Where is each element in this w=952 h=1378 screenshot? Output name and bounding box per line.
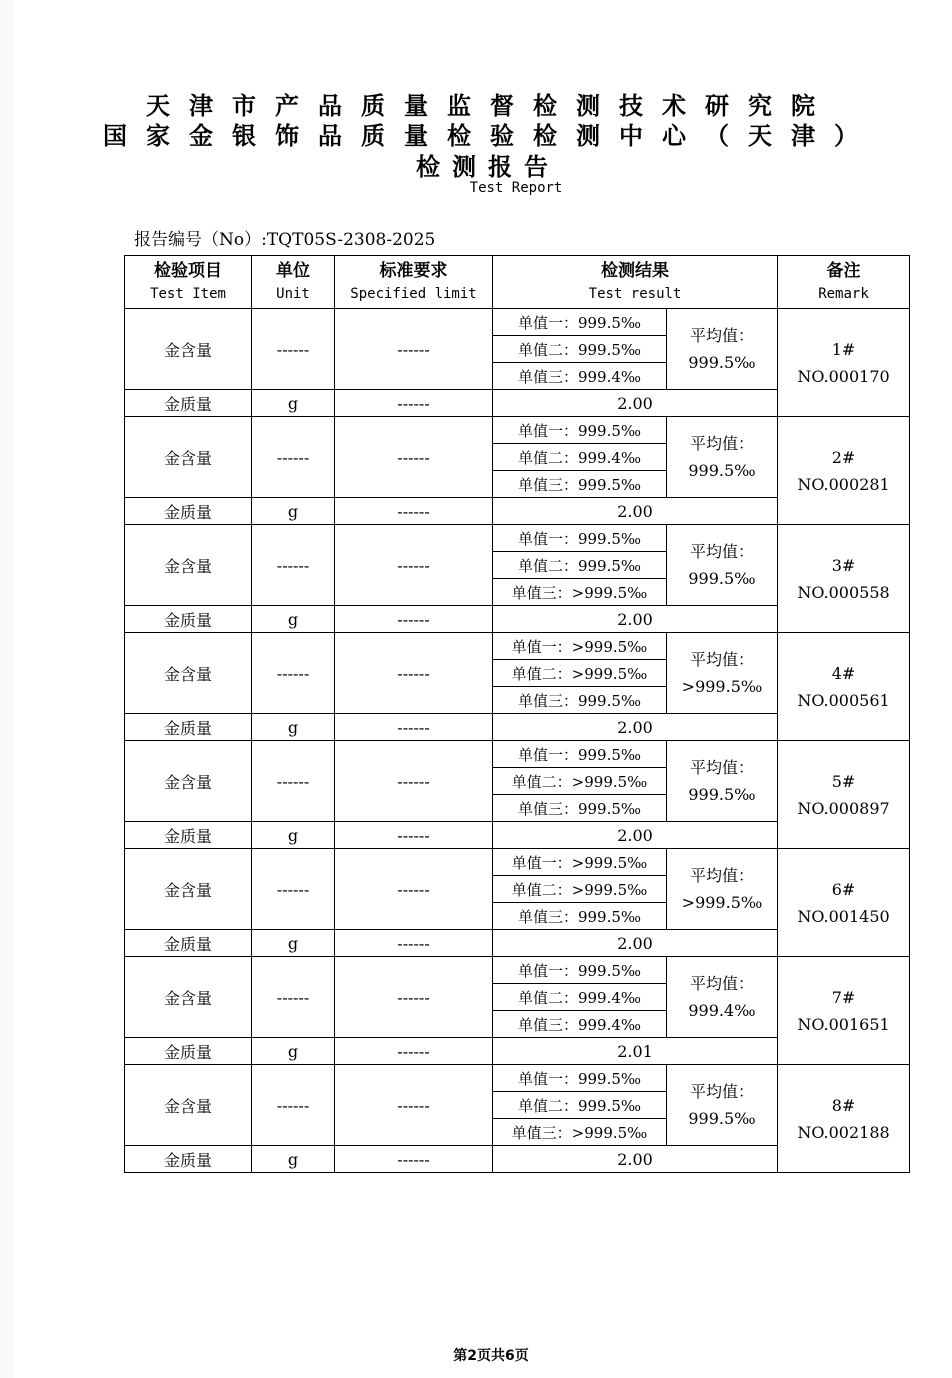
- table-row-gold-content: [125, 633, 910, 660]
- average-value: 999.5‰: [688, 569, 756, 588]
- average-label: 平均值：: [689, 974, 754, 993]
- cell-unit: ------: [252, 417, 335, 498]
- cell-mass-limit: ------: [335, 714, 493, 741]
- cell-mass-unit: g: [252, 822, 335, 849]
- cell-mass-value: 2.00: [493, 714, 778, 741]
- cell-mass-value: 2.00: [493, 498, 778, 525]
- table-row-gold-content: [125, 525, 910, 552]
- cell-mass-item: 金质量: [125, 1038, 252, 1065]
- cell-mass-value: 2.00: [493, 1146, 778, 1173]
- cell-average: [667, 849, 778, 930]
- cell-item: 金含量: [125, 633, 252, 714]
- table-header-row: [125, 256, 910, 309]
- cell-single-value-2: 单值二：999.4‰: [493, 444, 667, 471]
- cell-remark: [778, 417, 910, 525]
- cell-mass-unit: g: [252, 714, 335, 741]
- cell-mass-value: 2.00: [493, 390, 778, 417]
- results-table: [124, 255, 910, 1173]
- average-value: >999.5‰: [681, 893, 763, 912]
- header-remark: 备注 Remark: [778, 256, 910, 309]
- remark-id: NO.000281: [797, 474, 890, 494]
- cell-single-value-3: 单值三：999.5‰: [493, 471, 667, 498]
- remark-number: 3#: [831, 555, 856, 575]
- remark-number: 6#: [831, 879, 856, 899]
- average-value: 999.4‰: [688, 1001, 756, 1020]
- page-number: 第2页共6页: [453, 1348, 529, 1364]
- cell-mass-limit: ------: [335, 1038, 493, 1065]
- remark-id: NO.000170: [797, 366, 890, 386]
- center-name: 国家金银饰品质量检验检测中心（天津）: [103, 122, 877, 150]
- cell-limit: ------: [335, 849, 493, 930]
- cell-single-value-3: 单值三：999.4‰: [493, 1011, 667, 1038]
- cell-single-value-1: 单值一：999.5‰: [493, 741, 667, 768]
- table-row-gold-content: [125, 309, 910, 336]
- average-value: 999.5‰: [688, 1109, 756, 1128]
- cell-mass-limit: ------: [335, 498, 493, 525]
- remark-number: 8#: [831, 1095, 856, 1115]
- cell-single-value-1: 单值一：999.5‰: [493, 309, 667, 336]
- cell-mass-value: 2.00: [493, 606, 778, 633]
- average-value: 999.5‰: [688, 353, 756, 372]
- table-row-gold-content: [125, 849, 910, 876]
- cell-single-value-1: 单值一：999.5‰: [493, 525, 667, 552]
- remark-id: NO.002188: [797, 1122, 890, 1142]
- cell-average: [667, 633, 778, 714]
- cell-item: 金含量: [125, 525, 252, 606]
- cell-mass-item: 金质量: [125, 606, 252, 633]
- cell-limit: ------: [335, 525, 493, 606]
- cell-item: 金含量: [125, 417, 252, 498]
- remark-id: NO.001450: [797, 906, 890, 926]
- remark-number: 7#: [831, 987, 856, 1007]
- cell-single-value-3: 单值三：>999.5‰: [493, 579, 667, 606]
- remark-id: NO.001651: [797, 1014, 890, 1034]
- cell-remark: [778, 633, 910, 741]
- remark-id: NO.000897: [797, 798, 890, 818]
- cell-single-value-2: 单值二：>999.5‰: [493, 768, 667, 795]
- cell-mass-item: 金质量: [125, 390, 252, 417]
- cell-item: 金含量: [125, 741, 252, 822]
- average-label: 平均值：: [689, 650, 754, 669]
- cell-mass-limit: ------: [335, 930, 493, 957]
- remark-number: 2#: [831, 447, 856, 467]
- average-value: 999.5‰: [688, 785, 756, 804]
- report-number: 报告编号（No）:TQT05S-2308-2025: [134, 230, 436, 250]
- cell-average: [667, 417, 778, 498]
- cell-mass-limit: ------: [335, 390, 493, 417]
- cell-mass-unit: g: [252, 1146, 335, 1173]
- cell-single-value-3: 单值三：999.4‰: [493, 363, 667, 390]
- cell-remark: [778, 957, 910, 1065]
- institute-name: 天津市产品质量监督检测技术研究院: [146, 92, 834, 120]
- cell-mass-item: 金质量: [125, 1146, 252, 1173]
- table-row-gold-content: [125, 417, 910, 444]
- cell-item: 金含量: [125, 849, 252, 930]
- header-unit: 单位 Unit: [252, 256, 335, 309]
- cell-average: [667, 1065, 778, 1146]
- cell-unit: ------: [252, 849, 335, 930]
- cell-item: 金含量: [125, 309, 252, 390]
- cell-limit: ------: [335, 1065, 493, 1146]
- remark-number: 4#: [831, 663, 856, 683]
- table-row-gold-content: [125, 1065, 910, 1092]
- average-label: 平均值：: [689, 326, 754, 345]
- cell-single-value-2: 单值二：999.5‰: [493, 336, 667, 363]
- cell-mass-value: 2.00: [493, 822, 778, 849]
- cell-limit: ------: [335, 633, 493, 714]
- average-label: 平均值：: [689, 434, 754, 453]
- header-limit: 标准要求 Specified limit: [335, 256, 493, 309]
- cell-mass-unit: g: [252, 498, 335, 525]
- cell-single-value-3: 单值三：999.5‰: [493, 903, 667, 930]
- remark-id: NO.000558: [797, 582, 890, 602]
- cell-remark: [778, 1065, 910, 1173]
- cell-single-value-1: 单值一：999.5‰: [493, 957, 667, 984]
- cell-single-value-2: 单值二：>999.5‰: [493, 876, 667, 903]
- cell-limit: ------: [335, 309, 493, 390]
- cell-limit: ------: [335, 417, 493, 498]
- page-edge: [0, 0, 14, 1378]
- cell-mass-item: 金质量: [125, 498, 252, 525]
- cell-remark: [778, 309, 910, 417]
- cell-single-value-1: 单值一：999.5‰: [493, 417, 667, 444]
- cell-average: [667, 309, 778, 390]
- cell-mass-item: 金质量: [125, 714, 252, 741]
- cell-item: 金含量: [125, 1065, 252, 1146]
- cell-mass-item: 金质量: [125, 930, 252, 957]
- cell-remark: [778, 525, 910, 633]
- cell-single-value-2: 单值二：999.4‰: [493, 984, 667, 1011]
- table-row-gold-content: [125, 957, 910, 984]
- average-label: 平均值：: [689, 866, 754, 885]
- average-value: >999.5‰: [681, 677, 763, 696]
- remark-id: NO.000561: [797, 690, 890, 710]
- cell-mass-limit: ------: [335, 822, 493, 849]
- cell-mass-item: 金质量: [125, 822, 252, 849]
- cell-single-value-1: 单值一：999.5‰: [493, 1065, 667, 1092]
- report-title-en: Test Report: [469, 180, 563, 196]
- cell-single-value-3: 单值三：999.5‰: [493, 795, 667, 822]
- cell-unit: ------: [252, 741, 335, 822]
- report-title: 检测报告: [416, 153, 560, 181]
- cell-mass-unit: g: [252, 1038, 335, 1065]
- remark-number: 1#: [831, 339, 856, 359]
- average-label: 平均值：: [689, 542, 754, 561]
- cell-single-value-3: 单值三：999.5‰: [493, 687, 667, 714]
- cell-unit: ------: [252, 633, 335, 714]
- average-value: 999.5‰: [688, 461, 756, 480]
- cell-unit: ------: [252, 1065, 335, 1146]
- cell-remark: [778, 849, 910, 957]
- cell-mass-value: 2.00: [493, 930, 778, 957]
- cell-unit: ------: [252, 525, 335, 606]
- average-label: 平均值：: [689, 758, 754, 777]
- cell-limit: ------: [335, 957, 493, 1038]
- table-row-gold-content: [125, 741, 910, 768]
- cell-mass-limit: ------: [335, 1146, 493, 1173]
- cell-average: [667, 525, 778, 606]
- cell-unit: ------: [252, 957, 335, 1038]
- average-label: 平均值：: [689, 1082, 754, 1101]
- cell-single-value-2: 单值二：999.5‰: [493, 552, 667, 579]
- cell-average: [667, 957, 778, 1038]
- cell-single-value-1: 单值一：>999.5‰: [493, 633, 667, 660]
- cell-single-value-1: 单值一：>999.5‰: [493, 849, 667, 876]
- remark-number: 5#: [831, 771, 856, 791]
- header-result: 检测结果 Test result: [493, 256, 778, 309]
- cell-single-value-2: 单值二：999.5‰: [493, 1092, 667, 1119]
- cell-unit: ------: [252, 309, 335, 390]
- cell-average: [667, 741, 778, 822]
- cell-single-value-2: 单值二：>999.5‰: [493, 660, 667, 687]
- header-test-item: 检验项目 Test Item: [125, 256, 252, 309]
- cell-limit: ------: [335, 741, 493, 822]
- cell-mass-unit: g: [252, 390, 335, 417]
- cell-item: 金含量: [125, 957, 252, 1038]
- cell-mass-unit: g: [252, 930, 335, 957]
- cell-mass-unit: g: [252, 606, 335, 633]
- cell-remark: [778, 741, 910, 849]
- cell-single-value-3: 单值三：>999.5‰: [493, 1119, 667, 1146]
- cell-mass-limit: ------: [335, 606, 493, 633]
- cell-mass-value: 2.01: [493, 1038, 778, 1065]
